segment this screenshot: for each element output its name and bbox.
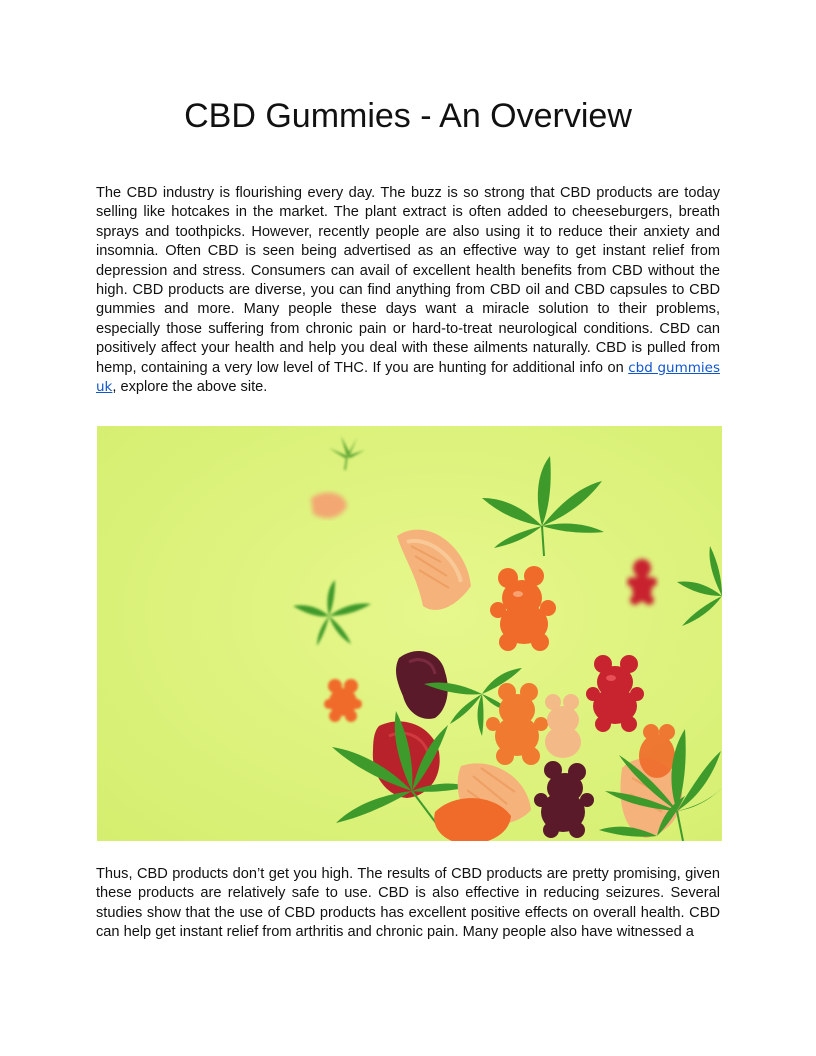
intro-text: The CBD industry is flourishing every day. The buzz is so strong that CBD products are today selling like hotcakes in the market. The plant extract is often added to cheeseburgers, breath sprays and toothpicks. However, recently people are also using it to reduce their anxiety and insomnia. Often CBD is seen being advertised as an effective way to get instant relief from depression and stress. Consumers can avail of excellent health benefits from CBD without the high. CBD products are diverse, you can find anything from CBD oil and CBD capsules to CBD gummies and more. Many people these days want a miracle solution to their problems, especially those suffering from chronic pain or hard-to-treat neurological conditions. CBD can positively affect your health and help you deal with these ailments naturally. CBD is pulled from hemp, containing a very low level of THC. If you are hunting for additional info on <box>96 185 720 376</box>
gummies-image <box>97 426 722 841</box>
document-title: CBD Gummies - An Overview <box>184 97 632 135</box>
body-paragraph: Thus, CBD products don’t get you high. The results of CBD products are pretty promising, given these products are relatively safe to use. CBD is also effective in reducing seizures. Several studies show that the use of CBD products has excellent positive effects on overall health. CBD can help get instant relief from arthritis and chronic pain. Many people also have witnessed a <box>96 866 720 941</box>
intro-paragraph <box>96 184 720 397</box>
cbd-gummies-uk-link[interactable]: cbd gummies uk <box>96 359 720 396</box>
intro-text-end: , explore the above site. <box>112 379 268 396</box>
